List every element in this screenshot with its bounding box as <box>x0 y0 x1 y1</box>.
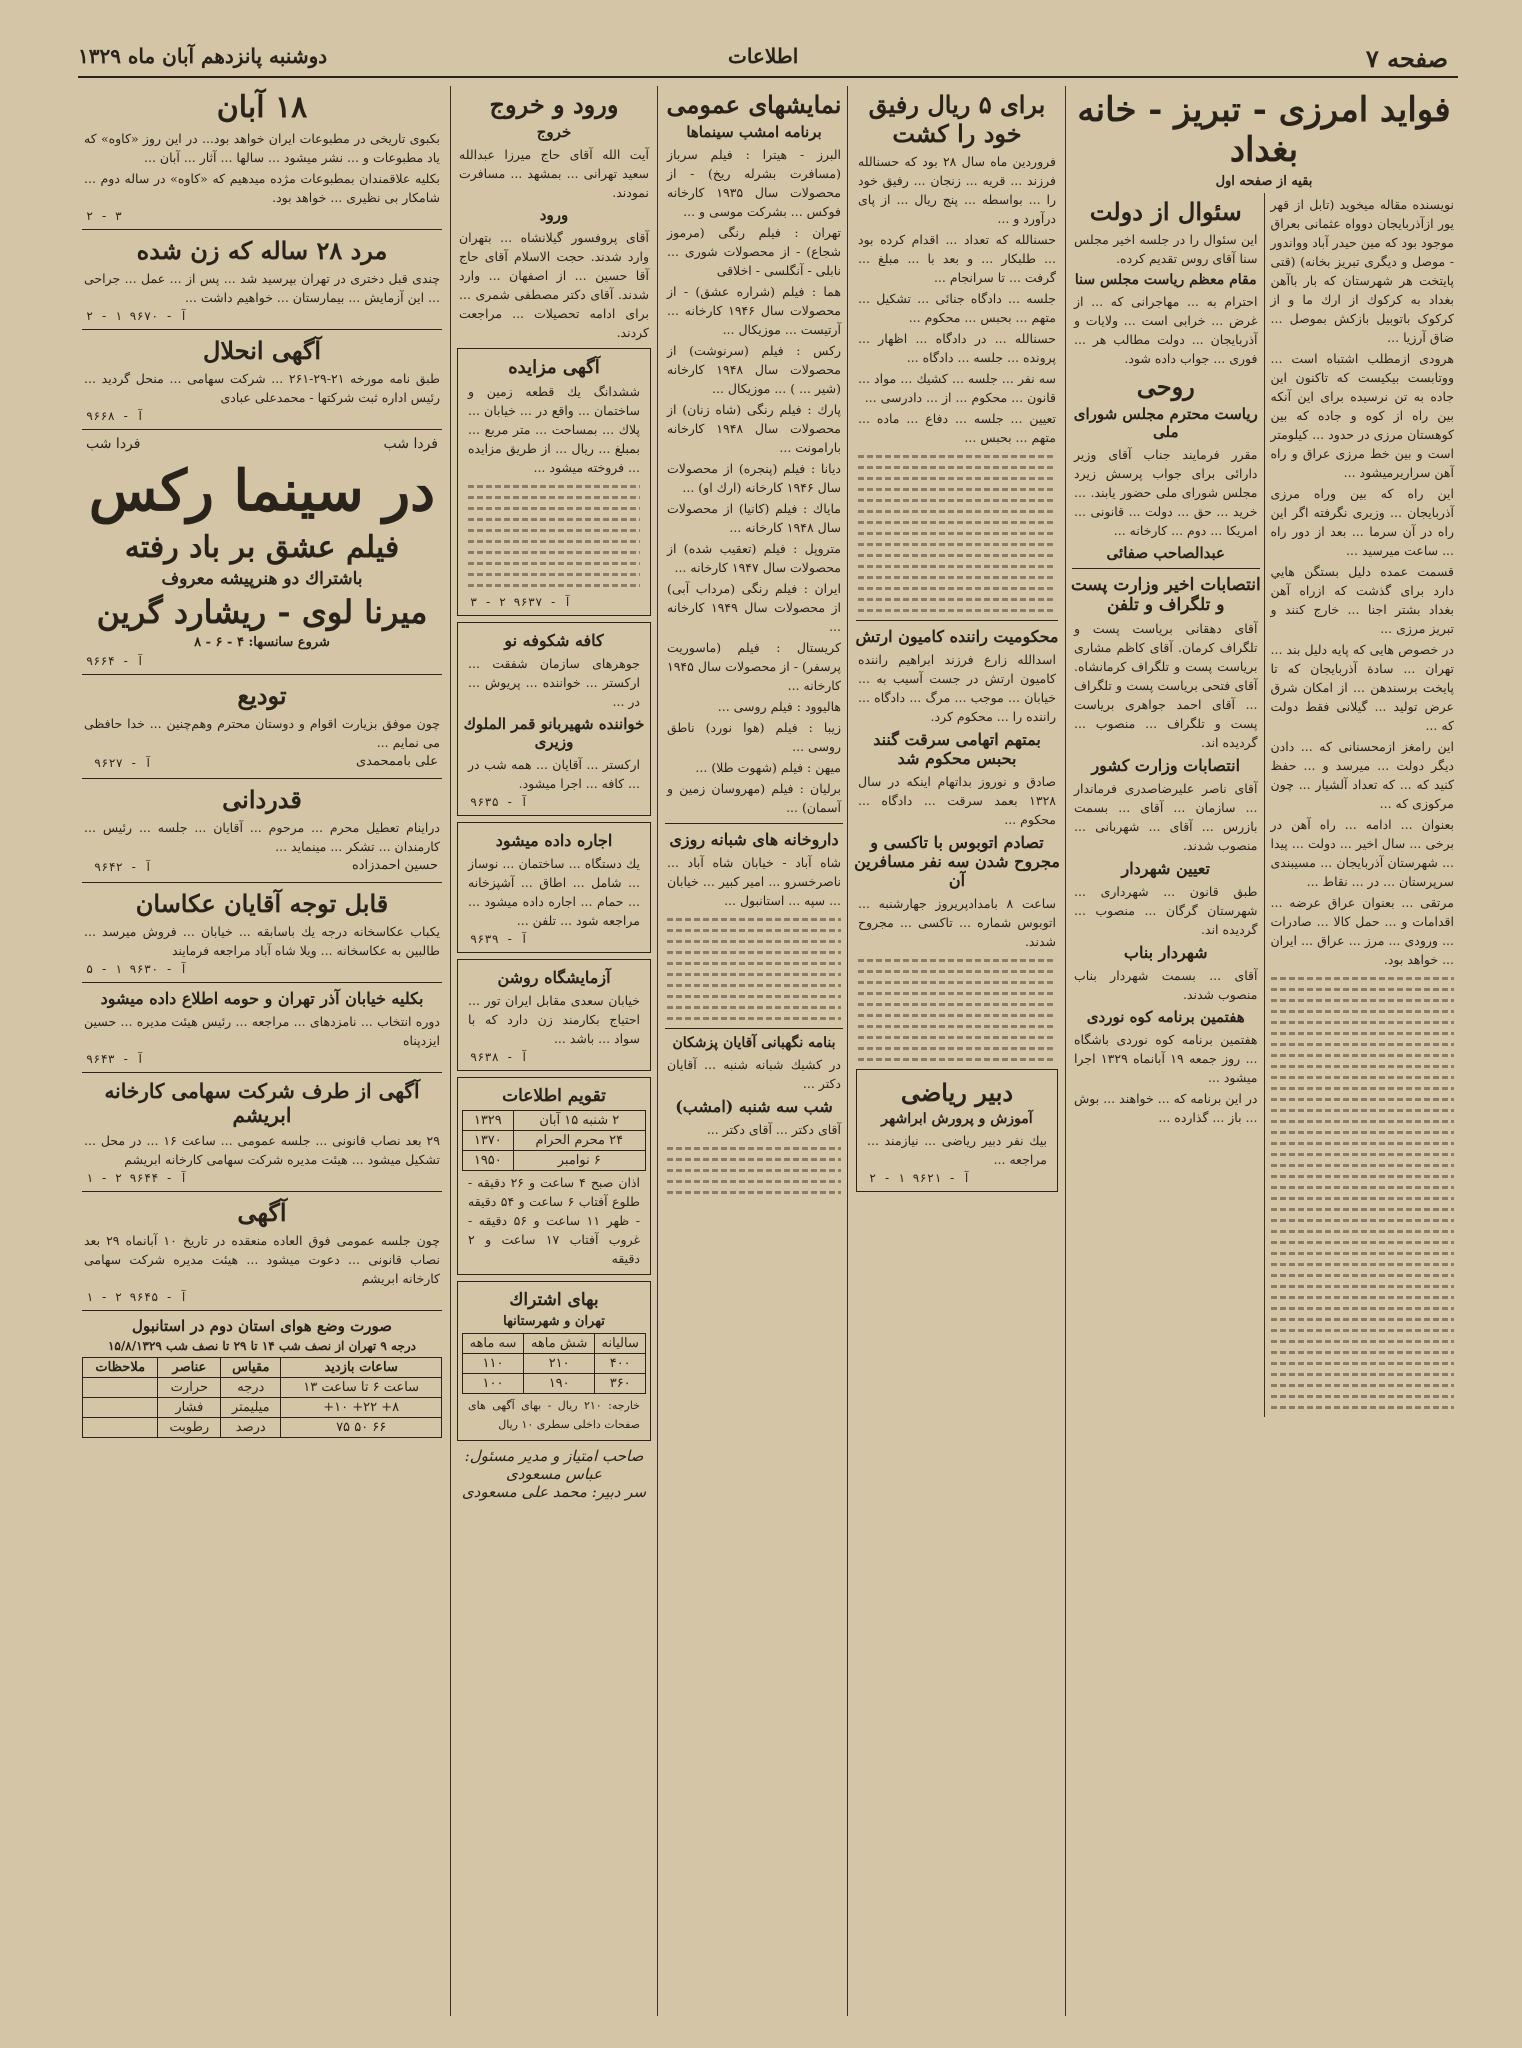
ad-headline: قدردانی <box>222 785 302 814</box>
signature-name: عبدالصاحب صفائی <box>1106 544 1225 562</box>
column-courts <box>852 86 1062 2016</box>
table-cell: ميليمتر <box>221 1398 281 1418</box>
ad-box <box>457 622 651 816</box>
cinema-item: ايران : فيلم رنگی (مرداب آبی) از محصولات سال ۱۹۴۹ كارخانه ... <box>667 581 841 634</box>
weather-headline: صورت وضع هوای استان دوم در استانبول <box>132 1317 392 1335</box>
divider <box>82 882 442 883</box>
appointments-headline: انتصابات اخير وزارت پست و تلگراف و تلفن <box>1070 575 1261 615</box>
weather-table <box>82 1357 442 1438</box>
arrivals-subhead: ورود <box>539 206 569 224</box>
ad-text: بكليه علاقمندان بمطبوعات مژده ميدهيم كه «كاوه» در ساله دوم ... شامكار بی نظيری ... خواهد بود. <box>84 171 440 205</box>
divider <box>82 674 442 675</box>
page-number: صفحه ۷ <box>1365 44 1448 73</box>
ad-code: آ - ۹۶۴۴ ۲ - ۱ <box>86 1171 188 1185</box>
headline-borders: فوايد امرزی - تبريز - خانه بغداد <box>1077 90 1451 170</box>
program-subhead: برنامه امشب سينماها <box>686 123 822 141</box>
divider <box>82 329 442 330</box>
article-text: تعيين ... جلسه ... دفاع ... ماده ... متهم ... بحبس ... <box>858 411 1056 445</box>
cinema-item: زيبا : فيلم (هوا نورد) ناطق روسی ... <box>667 720 841 754</box>
theft-headline: بمتهم اتهامی سرقت گنند بحبس محكوم شد <box>873 730 1041 768</box>
hiking-headline: هفتمين برنامه كوه نوردی <box>1086 1008 1245 1026</box>
table-row <box>83 1378 442 1398</box>
doctors-headline: بنامه نگهبانی آقايان پزشكان <box>672 1035 836 1051</box>
question-subhead: مقام معظم رياست مجلس سنا <box>1074 272 1257 288</box>
divider <box>665 1028 843 1029</box>
editor-line: سر دبير: محمد علی مسعودی <box>461 1483 647 1501</box>
rent-headline: اجاره داده ميشود <box>495 831 613 850</box>
ad-code: ۲ - ۳ <box>86 209 123 223</box>
ad-text: خيابان سعدی مقابل ايران تور ... احتياج بكارمند زن دارد كه با سواد ... باشد ... <box>468 993 640 1046</box>
table-row <box>463 1374 646 1394</box>
divider <box>82 1191 442 1192</box>
column-politics <box>1068 86 1460 2016</box>
ad-headline: مرد ۲۸ ساله که زن شده <box>136 236 388 265</box>
film-stars: ميرنا لوی - ريشارد گرين <box>96 593 428 631</box>
cinema-item: ديانا : فيلم (پنجره) از محصولات سال ۱۹۴۶ كارخانه (ارك او) ... <box>667 461 841 495</box>
table-cell: ۸+ ۲۲+ ۱۰+ <box>281 1398 442 1418</box>
article-text: آقای دهقانی برياست پست و تلگراف كرمان. آقای كاظم مشاری برياست پست و تلگراف كرمانشاه. آقای فتحی برياست پست و تلگراف ... آقای احمد جواهری برياست پست و تلگراف ... منصوب ... گرديده اند. <box>1074 621 1258 750</box>
masthead <box>78 40 1458 78</box>
parliament-subhead: رياست محترم مجلس شورای ملی <box>1073 405 1258 441</box>
article-text: جلسه ... دادگاه جنائی ... تشكيل ... متهم ... بحبس ... محكوم ... <box>858 291 1056 325</box>
prayer-times: اذان صبح ۴ ساعت و ۲۶ دقيقه - طلوع آفتاب ۶ ساعت و ۵۴ دقيقه - ظهر ۱۱ ساعت و ۵۶ دقيقه - غروب آفتاب ۱۷ ساعت و ۲ دقيقه <box>468 1175 641 1266</box>
table-cell: ۱۹۰ <box>523 1374 594 1394</box>
cafe-headline: كافه شكوفه نو <box>504 631 604 650</box>
article-text: طبق قانون ... شهرداری ... شهرستان گرگان ... منصوب ... گرديده اند. <box>1074 884 1258 937</box>
article-text: حسنالله ... در دادگاه ... اظهار ... پرونده ... جلسه ... دادگاه ... <box>858 331 1056 365</box>
ad-footer <box>86 754 438 772</box>
crash-headline: تصادم اتوبوس با تاكسی و مجروح شدن سه نفر مسافرين آن <box>854 833 1060 890</box>
ad-code: آ - ۹۶۲۷ <box>94 756 152 770</box>
article-text: هرودی ازمطلب اشتباه است ... ووتابست بيكيست كه تاكنون اين جاده به تن نرسيده برای اين آنکه بين راه از كوه و جاده كه بين كوهستان مرزی در حدود ... كيلومتر است و بين خط مرزی عراق و راه آهن سراريرميشود ... <box>1270 351 1454 480</box>
ad-headline: آگهی انحلال <box>202 336 322 365</box>
table-cell: درجه <box>221 1378 281 1398</box>
calendar-headline: تقويم اطلاعات <box>502 1086 606 1106</box>
lab-headline: آزمايشگاه روشن <box>497 968 611 987</box>
table-row <box>83 1418 442 1438</box>
table-cell: شش ماهه <box>523 1334 594 1354</box>
table-cell: ۴۰۰ <box>595 1354 646 1374</box>
article-text: حسنالله كه تعداد ... اقدام كرده بود ... طلبكار ... و بعد با ... مبلغ ... گرفت ... تا سرانجام ... <box>858 232 1056 285</box>
article-text: صادق و نوروز بداتهام اينكه در سال ۱۳۲۸ بعمد سرقت ... دادگاه ... محكوم ... <box>858 774 1056 827</box>
film-title: فيلم عشق بر باد رفته <box>124 530 400 565</box>
divider <box>856 620 1058 621</box>
table-header-row <box>83 1358 442 1378</box>
subscription-box <box>457 1281 651 1441</box>
table-cell: ۲ شنبه ۱۵ آبان <box>513 1111 645 1131</box>
article-text: اين سئوال را در جلسه اخير مجلس سنا آقای روس تقديم كرده. <box>1074 232 1258 266</box>
article-text: در خصوص هایی كه پايه دليل بند ... تهران ... سادة آذربايجان كه تا پايخت برسندهن ... از امكان شرق عرض توليد ... گيلانی فقط دولت كه ... <box>1270 642 1454 733</box>
question-headline: سئوال از دولت <box>1089 197 1242 226</box>
ad-headline: آگهی مزايده <box>508 357 600 378</box>
ad-code: آ - ۹۶۴۵ ۲ - ۱ <box>86 1290 188 1304</box>
calendar-box <box>457 1077 651 1275</box>
weather-subhead: درجه ۹ تهران از نصف شب ۱۴ تا ۲۹ تا نصف شب ۱۵/۸/۱۳۲۹ <box>107 1339 417 1353</box>
article-text: مقرر فرمايند جناب آقای وزير دارائی برای جواب پرسش زيرد مجلس شورای ملی حضور يابند. ... خرید ... حق ... دولت ... قانونی ... امريكا ... دوم ... كارخانه ... <box>1074 447 1258 538</box>
driver-headline: محكوميت راننده كاميون ارتش <box>855 627 1059 646</box>
cinema-item: هما : فيلم (شراره عشق) - از محصولات سال ۱۹۴۶ كارخانه ... آرتيست ... موزيكال ... <box>667 284 841 337</box>
table-header: ساعات بازديد <box>281 1358 442 1378</box>
ad-headline: ۱۸ آبان <box>216 90 308 125</box>
ad-headline: آگهی از طرف شرکت سهامی کارخانه ابريشم <box>104 1079 420 1127</box>
doctors-text: در كشيك شبانه شنبه ... آقايان دكتر ... <box>667 1057 841 1091</box>
headline-murder: برای ۵ ريال رفيق خود را كشت <box>868 90 1046 148</box>
tonight-headline: شب سه شنبه (امشب) <box>675 1097 833 1116</box>
owner-line: صاحب امتياز و مدير مسئول: عباس مسعودی <box>464 1447 644 1483</box>
cinema-item: البرز - هيترا : فيلم سرباز (مسافرت بشرله ريخ) - از محصولات سال ۱۹۳۵ كارخانه فوكس ... بشركت موسی و ... <box>667 147 841 219</box>
ad-text: چندی قبل دختری در تهران بپرسيد شد ... پس از ... عمل ... جراحی ... اين آزمايش ... بيمارستان ... خواهيم داشت ... <box>84 271 440 305</box>
ad-text: يك دستگاه ... ساختمان ... نوساز ... شامل ... اطاق ... آشپزخانه ... حمام ... اجاره داده ميشود ... مراجعه شود ... تلفن ... <box>468 856 640 928</box>
article-text: آيت الله آقای حاج ميرزا عبدالله سعيد تهرانی ... بمشهد ... مسافرت نمودند. <box>459 147 649 200</box>
mayor-headline: شهردار بناب <box>1123 943 1208 962</box>
article-text: آقای ناصر عليرضاصدری فرماندار ... سازمان ... آقای ... بسمت بازرس ... آقای ... شهربانی ... منصوب شدند. <box>1074 781 1258 853</box>
table-cell: ۲۴ محرم الحرام <box>513 1131 645 1151</box>
cinema-item: ماياك : فيلم (كانيا) از محصولات سال ۱۹۴۸ كارخانه ... <box>667 501 841 535</box>
tomorrow-label: فردا شب <box>86 436 141 452</box>
cinema-item: متروپل : فيلم (تعقيب شده) از محصولات سال ۱۹۴۷ كارخانه ... <box>667 541 841 575</box>
ad-code: آ - ۹۶۳۰ ۱ - ۵ <box>86 962 188 976</box>
headline-arrivals: ورود و خروج <box>489 90 619 119</box>
ad-subhead: آموزش و پرورش ابراشهر <box>881 1111 1033 1127</box>
table-cell: درصد <box>221 1418 281 1438</box>
table-row <box>463 1111 646 1131</box>
ad-text: ۲۹ بعد نصاب قانونی ... جلسه عمومی ... ساعت ۱۶ ... در محل ... تشكيل ميشود ... هيئت مديره شركت سهامی كارخانه ابريشم <box>84 1133 440 1167</box>
paper-name: اطلاعات <box>728 44 799 68</box>
table-row <box>463 1131 646 1151</box>
ad-headline: دبير رياضی <box>900 1078 1014 1107</box>
table-row <box>463 1334 646 1354</box>
table-cell: ساليانه <box>595 1334 646 1354</box>
ad-code: آ - ۹۶۴۲ <box>94 860 152 874</box>
article-text: آقای ... بسمت شهردار بناب منصوب شدند. <box>1074 968 1258 1002</box>
ad-text: دوره انتخاب ... نامزدهای ... مراجعه ... رئيس هيئت مديره ... حسين ايزدپناه <box>84 1014 440 1048</box>
cinema-item: ركس : فيلم (سرنوشت) از محصولات سال ۱۹۴۸ كارخانه (شير ... ) ... موزيكال ... <box>667 343 841 396</box>
ad-text: چون موفق بزيارت اقوام و دوستان محترم وهم‌چنين ... خدا حافظی می نمايم ... <box>84 716 440 750</box>
signature-name: روحی <box>1136 372 1195 401</box>
ad-text: جوهرهای سازمان شفقت ... ارکستر ... خواننده ... پريوش ... در ... <box>468 656 640 709</box>
text-lines <box>858 455 1056 612</box>
table-cell <box>83 1418 158 1438</box>
ad-text: دراينام تعطيل محرم ... مرحوم ... آقايان ... جلسه ... رئيس ... كارمندان ... تشكر ... مينمايد ... <box>84 820 440 854</box>
table-cell: حرارت <box>158 1378 221 1398</box>
ad-headline: بكليه خيابان آذر تهران و حومه اطلاع داده ميشود <box>100 989 424 1008</box>
ad-code: آ - ۹۶۶۴ <box>86 654 144 668</box>
article-text: احترام به ... مهاجرانی كه ... از غرض ... خرابی است ... ولايات و آذربايجان ... دولت مطالب هر ... فوری ... جواب داده شود. <box>1074 294 1258 366</box>
table-cell: ۱۹۵۰ <box>463 1151 514 1171</box>
table-cell <box>83 1378 158 1398</box>
divider <box>82 1310 442 1311</box>
article-text: سه نفر ... جلسه ... كشيك ... مواد ... قانون ... محكوم ... از ... دادرسی ... <box>858 371 1056 405</box>
article-text: اين رامغز ازمحسنانی كه ... دادن ديگر دولت ... ميرسد و ... حفظ كنيد كه ... كه تعداد آلشيار ... چون مرکوزی كه ... <box>1270 739 1454 811</box>
article-text: در اين برنامه كه ... خواهند ... بوش ... باز ... گذارده ... <box>1074 1091 1258 1125</box>
table-cell: ۱۰۰ <box>463 1374 524 1394</box>
ad-text: بكبوی تاريخی در مطبوعات ايران خواهد بود... در اين روز «كاوه» كه ياد مطبوعات و ... نشر ميشود ... سالها ... آثار ... آبان ... <box>84 131 440 165</box>
ad-headline: قابل توجه آقايان عكاسان <box>135 889 389 918</box>
cinema-item: ميهن : فيلم (شهوت طلا) ... <box>695 760 841 775</box>
cinema-item: كريستال : فيلم (ماسوريت پرسفر) - از محصولات سال ۱۹۴۵ كارخانه ... <box>667 640 841 693</box>
ad-text: يكباب عكاسخانه درجه يك باسابقه ... خيابان ... فروش ميرسد ... طالبين به عكاسخانه ... ويلا شاه آباد مراجعه فرمايند <box>84 924 440 958</box>
ad-code: آ - ۹۶۲۱ ۱ - ۲ <box>869 1171 971 1185</box>
divider <box>665 823 843 824</box>
pharmacy-text: شاه آباد - خيابان شاه آباد ... ناصرخسرو ... امير كبير ... خيابان ... سپه ... استانبول ... <box>667 855 841 908</box>
table-header: مقياس <box>221 1358 281 1378</box>
article-text: بعنوان ... ادامه ... راه آهن در برخی ... سال اخير ... دولت ... پيدا ... شهرستان آذربايجان ... مسيبندی سرپرستان ... در ... نقاط ... <box>1270 817 1454 889</box>
divider <box>82 982 442 983</box>
table-cell: ۱۳۷۰ <box>463 1131 514 1151</box>
text-lines <box>1271 977 1455 1409</box>
divider <box>82 429 442 430</box>
table-cell: رطوبت <box>158 1418 221 1438</box>
table-cell: ۶ نوامبر <box>513 1151 645 1171</box>
pharmacy-headline: داروخانه های شبانه روزی <box>669 830 839 849</box>
article-text: اسدالله زارع فرزند ابراهيم راننده كاميون ارتش در جست آسيب به ... خيابان ... موجب ... مرگ ... دادگاه ... راننده را ... محكوم كرد. <box>858 652 1056 724</box>
column-ads <box>78 86 446 2016</box>
divider <box>82 778 442 779</box>
continued-note: بقيه از صفحه اول <box>1215 174 1313 189</box>
table-row <box>463 1354 646 1374</box>
ad-text: ششدانگ يك قطعه زمين و ساختمان ... واقع در ... خيابان ... پلاك ... بمساحت ... متر مربع ... بمبلغ ... ريال ... از طريق مزايده ... فروخته ميشود ... <box>468 384 640 475</box>
cinema-item: پارك : فيلم رنگی (شاه زنان) از محصولات سال ۱۹۴۸ كارخانه بارامونت ... <box>667 402 841 455</box>
table-cell: سه ماهه <box>463 1334 524 1354</box>
text-lines <box>468 485 640 587</box>
signature-name: حسين احمدزاده <box>351 858 438 873</box>
divider <box>1072 568 1260 569</box>
table-cell: ۲۱۰ <box>523 1354 594 1374</box>
ad-text: ارکستر ... آقايان ... همه شب در ... كافه ... اجرا ميشود. <box>468 757 640 791</box>
ad-text: طبق نامه مورخه ۲۱-۲۹-۲۶۱ ... شركت سهامی ... منحل گرديد ... رئيس اداره ثبت شركتها - محمدعلی عبادی <box>84 371 440 405</box>
cinema-item: تهران : فيلم رنگی (مرموز شجاع) - از محصولات شوری ... نابلی - آنگلسی - اخلاقی <box>667 225 841 278</box>
column-rule <box>1065 86 1066 2016</box>
film-subtitle: باشتراك دو هنرپيشه معروف <box>161 569 363 589</box>
ad-code: آ - ۹۶۳۸ <box>470 1050 528 1064</box>
article-text: آقای پروفسور گيلانشاه ... بتهران وارد شدند. حجت الاسلام آقای حاج آقا حسين ... از اصفهان ... وارد شدند. آقای دكتر مصطفی شمری ... برای ادامه تحصيلات ... مراجعت كردند. <box>459 230 649 340</box>
singer-name: خواننده شهيربانو قمر الملوك وزيری <box>463 715 645 751</box>
appointments-headline: انتصابات وزارت كشور <box>1091 756 1241 775</box>
ad-code: آ - ۹۶۳۵ <box>470 795 528 809</box>
table-cell: فشار <box>158 1398 221 1418</box>
table-cell: ۳۶۰ <box>595 1374 646 1394</box>
table-header: ملاحظات <box>83 1358 158 1378</box>
film-times: شروع سانسها: ۴ - ۶ - ۸ <box>194 635 330 650</box>
table-row <box>83 1398 442 1418</box>
cinema-item: هاليوود : فيلم روسی ... <box>717 699 841 714</box>
divider <box>82 1072 442 1073</box>
ad-footer <box>86 858 438 876</box>
calendar-table <box>462 1110 646 1171</box>
table-cell: ساعت ۶ تا ساعت ۱۳ <box>281 1378 442 1398</box>
article-text: قسمت عمده دليل بستگن هایي دارد برای گذشت كه ازراه آهن بغداد بشتر اجنا ... خارج كنند و تبريز مرزی ... <box>1270 564 1454 636</box>
cinema-item: برليان : فيلم (مهروسان زمين و آسمان) ... <box>667 781 841 815</box>
table-header: عناصر <box>158 1358 221 1378</box>
subscription-subhead: تهران و شهرستانها <box>503 1314 605 1329</box>
ad-box <box>457 348 651 616</box>
doctors-text: آقای دكتر ... آقای دكتر ... <box>706 1122 841 1137</box>
column-rule <box>657 86 658 2016</box>
table-cell: ۱۱۰ <box>463 1354 524 1374</box>
article-text: ساعت ۸ بامدادپريروز جهارشنبه ... اتوبوس شماره ... تاكسی ... مجروح شدند. <box>858 896 1056 949</box>
mayor-headline: تعيين شهردار <box>1121 859 1210 878</box>
subscription-note: خارجه: ۲۱۰ ريال - بهای آگهی های صفحات داخلی سطری ۱۰ ريال <box>468 1399 640 1431</box>
cinema-rex-title: در سينما ركس <box>88 458 436 524</box>
headline-shows: نمايشهای عمومی <box>666 90 842 119</box>
ad-box <box>457 959 651 1071</box>
cinema-ad-top <box>86 436 438 452</box>
ad-headline: آگهی <box>237 1198 287 1227</box>
subscription-table <box>462 1333 646 1394</box>
table-cell <box>83 1398 158 1418</box>
ad-code: آ - ۹۶۷۰ ۱ - ۲ <box>86 309 188 323</box>
ad-code: آ - ۹۶۳۷ ۲ - ۳ <box>470 595 572 609</box>
ad-code: آ - ۹۶۴۳ <box>86 1052 144 1066</box>
text-lines <box>667 918 841 1020</box>
departures-subhead: خروج <box>536 123 572 141</box>
subscription-headline: بهای اشتراك <box>509 1290 599 1310</box>
table-cell: ۶۶ ۵۰ ۷۵ <box>281 1418 442 1438</box>
article-text: اين راه كه بين وراه مرزی آذربايجان ... وزيری نگرفته اگر اين راه در آن سرما ... بعد از دور راه ... ساعت ميرسيد ... <box>1270 486 1454 558</box>
ad-box <box>856 1069 1058 1192</box>
ad-code: آ - ۹۶۶۸ <box>86 409 144 423</box>
text-lines <box>667 1147 841 1194</box>
ad-text: چون جلسه عمومی فوق العاده منعقده در تاريخ ۱۰ آبانماه ۲۹ بعد نصاب قانونی ... دعوت ميشود ... هيئت مديره شركت سهامی كارخانه ابريشم <box>84 1233 440 1286</box>
ad-text: بيك نفر دبير رياضی ... نيازمند ... مراجعه ... <box>867 1133 1047 1167</box>
ad-headline: توديع <box>237 681 287 710</box>
table-row <box>463 1151 646 1171</box>
article-text: مرتقی ... بعنوان عراق عرضه ... اقدامات و ... حمل كالا ... صادرات ... ورودی ... مرز ... عراق ... ايران ... خواهد بود. <box>1270 895 1454 967</box>
table-cell: ۱۳۲۹ <box>463 1111 514 1131</box>
issue-date: دوشنبه پانزدهم آبان ماه ۱۳۲۹ <box>78 44 328 68</box>
column-cinemas <box>661 86 847 2016</box>
text-lines <box>858 959 1056 1061</box>
tomorrow-label: فردا شب <box>383 436 438 452</box>
ad-box <box>457 822 651 953</box>
ad-code: آ - ۹۶۳۹ <box>470 932 528 946</box>
article-text: هفتمين برنامه كوه نوردی باشگاه ... روز جمعه ۱۹ آبانماه ۱۳۲۹ اجرا ميشود ... <box>1074 1032 1258 1085</box>
column-rule <box>847 86 848 2016</box>
column-arrivals <box>453 86 655 2016</box>
signature-name: علی باممحمدی <box>356 754 438 769</box>
article-text: نويسنده مقاله ميخويد (تابل از قهر يور ازآذربايجان دوواه عثمانی بعراق موجود بود كه مين حيدر آباد وواندور - موصل و ديگری تبريز بخانه) (قتی پايتخت هر شهرستان كه بار باآهن بغداد به كركوك از ارك ما و از كرکوک باتوبيل بازكش بموصل ... ضاق آرزيا ... <box>1270 197 1454 345</box>
divider <box>82 229 442 230</box>
article-text: فروردين ماه سال ۲۸ بود كه حسنالله فرزند ... قريه ... زنجان ... رفيق خود را ... بواسطه ... پنج ريال ... از پای درآورد و ... <box>858 154 1056 226</box>
column-rule <box>450 86 451 2016</box>
